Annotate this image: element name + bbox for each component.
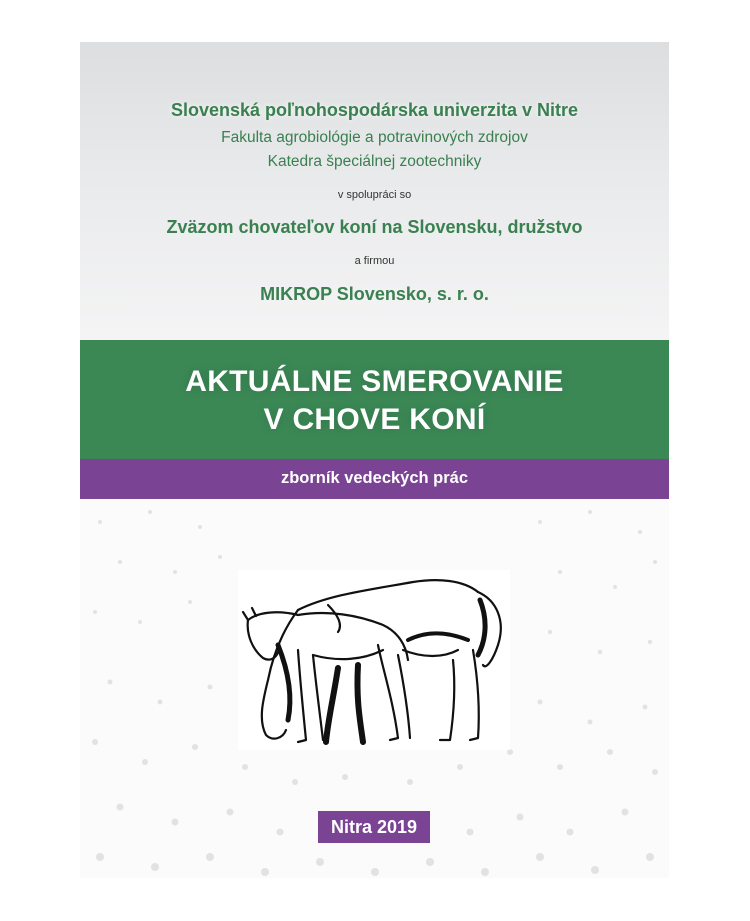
place-year-badge: Nitra 2019 — [318, 811, 430, 843]
cooperation-text: v spolupráci so — [337, 189, 412, 201]
subtitle-band — [80, 459, 669, 499]
book-cover — [80, 42, 669, 878]
book-title-line2: V CHOVE KONÍ — [263, 403, 486, 436]
and-company-text: a firmou — [354, 255, 395, 267]
partner-company: MIKROP Slovensko, s. r. o. — [260, 284, 489, 304]
title-band — [80, 340, 669, 459]
department-name: Katedra špeciálnej zootechniky — [267, 153, 482, 170]
book-subtitle: zborník vedeckých prác — [280, 469, 469, 487]
cover-header — [80, 42, 669, 340]
book-title-line1: AKTUÁLNE SMEROVANIE — [185, 365, 564, 398]
mare-and-foal-icon — [238, 570, 510, 750]
horse-illustration — [238, 570, 510, 750]
institution-name: Slovenská poľnohospodárska univerzita v Nitre — [170, 100, 579, 120]
partner-union: Zväzom chovateľov koní na Slovensku, družstvo — [166, 217, 583, 237]
faculty-name: Fakulta agrobiológie a potravinových zdrojov — [221, 129, 528, 146]
